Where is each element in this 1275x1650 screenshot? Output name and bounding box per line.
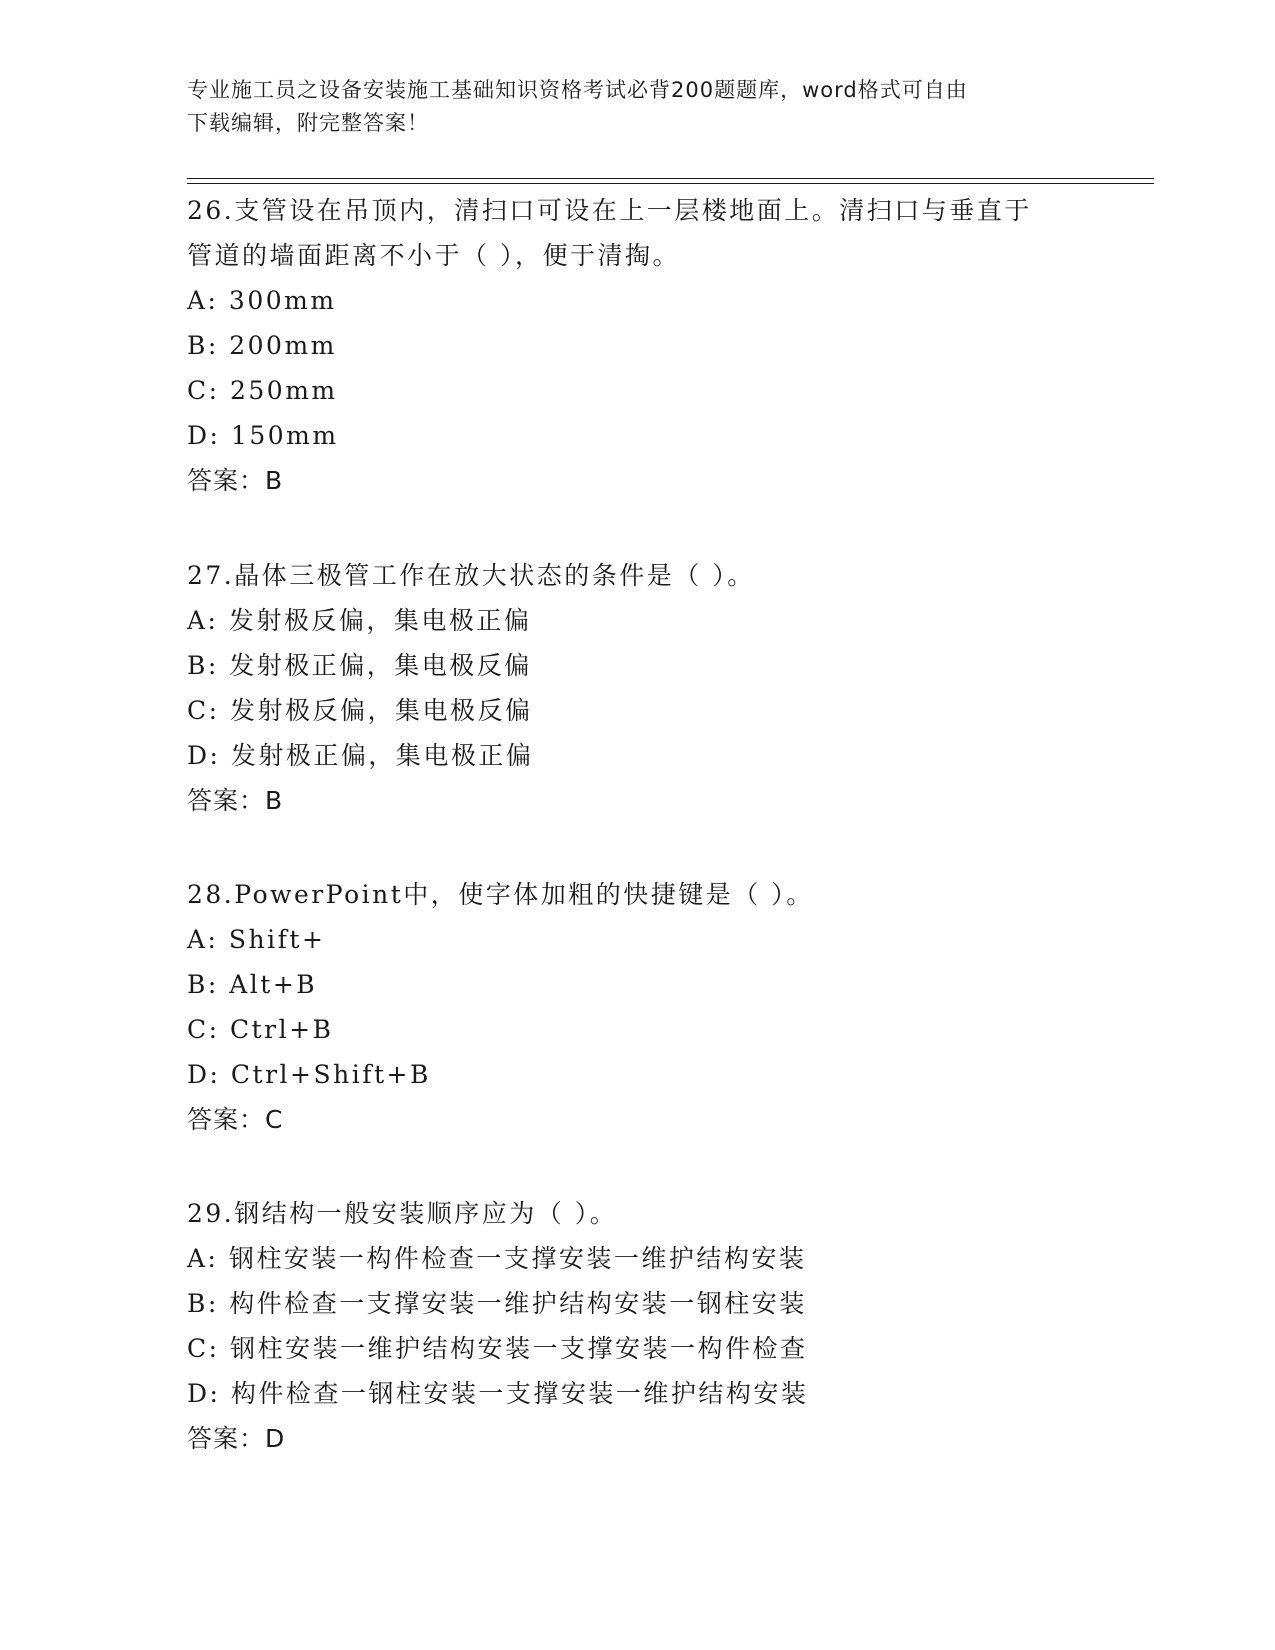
question-28 <box>187 872 1087 1142</box>
option-d: D: 150mm <box>187 421 339 450</box>
option-c: C: 250mm <box>187 376 338 405</box>
option-b: B: 200mm <box>187 331 337 360</box>
option-a: A: Shift+ <box>187 925 326 954</box>
option-c: C: 发射极反偏，集电极反偏 <box>187 696 533 725</box>
document-header <box>187 74 1067 140</box>
option-d: D: Ctrl+Shift+B <box>187 1060 431 1089</box>
option-d: D: 发射极正偏，集电极正偏 <box>187 741 534 770</box>
option-c: C: Ctrl+B <box>187 1015 334 1044</box>
question-26 <box>187 188 1087 503</box>
question-stem: 29.钢结构一般安装顺序应为（ ）。 <box>187 1199 618 1228</box>
answer: 答案：C <box>187 1105 284 1134</box>
option-a: A: 300mm <box>187 286 337 315</box>
question-stem: 28.PowerPoint中，使字体加粗的快捷键是（ ）。 <box>187 880 814 909</box>
answer: 答案：B <box>187 466 284 495</box>
option-b: B: 发射极正偏，集电极反偏 <box>187 651 532 680</box>
question-stem-line-1: 26.支管设在吊顶内，清扫口可设在上一层楼地面上。清扫口与垂直于 <box>187 196 1032 225</box>
header-line-2: 下载编辑，附完整答案！ <box>187 111 429 135</box>
answer: 答案：D <box>187 1424 286 1453</box>
answer: 答案：B <box>187 786 284 815</box>
header-divider-bottom <box>187 183 1154 184</box>
header-line-1: 专业施工员之设备安装施工基础知识资格考试必背200题题库，word格式可自由 <box>187 78 968 102</box>
option-a: A: 钢柱安装一构件检查一支撑安装一维护结构安装 <box>187 1244 807 1273</box>
question-29 <box>187 1191 1087 1461</box>
question-stem <box>187 188 1087 278</box>
option-b: B: 构件检查一支撑安装一维护结构安装一钢柱安装 <box>187 1289 807 1318</box>
question-stem: 27.晶体三极管工作在放大状态的条件是（ ）。 <box>187 561 755 590</box>
option-d: D: 构件检查一钢柱安装一支撑安装一维护结构安装 <box>187 1379 809 1408</box>
option-a: A: 发射极反偏，集电极正偏 <box>187 606 532 635</box>
question-stem-line-2: 管道的墙面距离不小于（ ），便于清掏。 <box>187 241 680 270</box>
question-27 <box>187 553 1087 823</box>
header-divider-top <box>187 178 1154 179</box>
option-c: C: 钢柱安装一维护结构安装一支撑安装一构件检查 <box>187 1334 808 1363</box>
option-b: B: Alt+B <box>187 970 318 999</box>
